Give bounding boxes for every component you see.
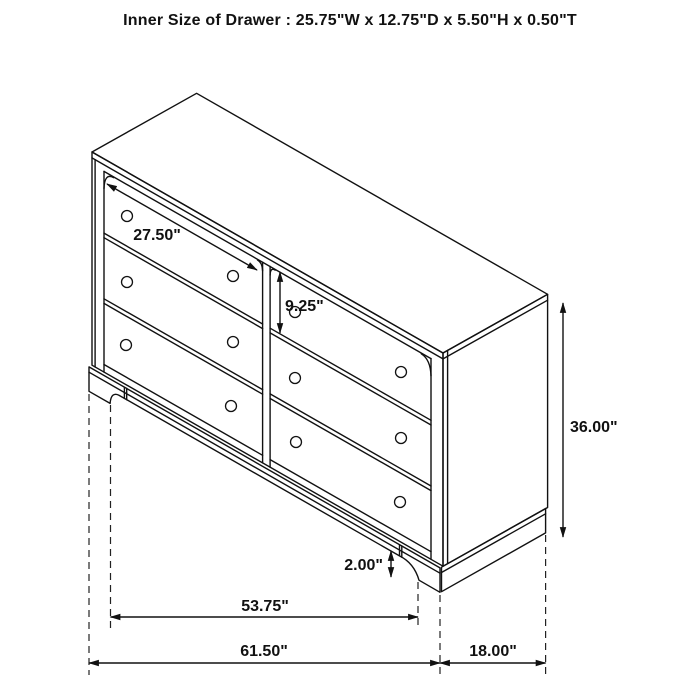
dimension-label-feet-span: 53.75" <box>241 598 289 615</box>
right-side-face <box>443 294 548 566</box>
dimension-feet-span <box>111 598 419 617</box>
plinth-front-moulding <box>89 372 440 573</box>
diagram-title: Inner Size of Drawer : 25.75"W x 12.75"D x 5.50"H x 0.50"T <box>123 12 577 29</box>
knob <box>290 373 301 384</box>
knob <box>396 433 407 444</box>
knob <box>122 211 133 222</box>
top-slab-edge-front <box>92 158 443 359</box>
dimension-label-drawer-width: 27.50" <box>133 227 181 244</box>
plinth-side <box>442 509 546 592</box>
knob <box>121 340 132 351</box>
knob <box>395 497 406 508</box>
extension-lines <box>89 394 546 675</box>
dimension-label-overall-height: 36.00" <box>570 419 618 436</box>
dresser-drawing <box>89 93 548 592</box>
front-face <box>92 152 443 566</box>
knob <box>122 277 133 288</box>
dimension-label-overall-depth: 18.00" <box>469 643 517 660</box>
dimension-label-overall-width: 61.50" <box>240 643 288 660</box>
dimension-arrow <box>107 184 257 270</box>
dimension-label-drawer-height: 9.25" <box>285 298 324 315</box>
dimension-overall-width <box>89 643 440 663</box>
plinth-side-moulding <box>442 514 546 573</box>
dimension-drawer-width <box>107 184 257 270</box>
knob <box>228 337 239 348</box>
dimension-overall-depth <box>440 643 546 663</box>
knob <box>226 401 237 412</box>
top-slab-edge-side <box>443 300 548 359</box>
knob <box>396 367 407 378</box>
dimension-overall-height <box>563 303 618 537</box>
dimension-label-base-height: 2.00" <box>344 557 383 574</box>
divider-bracket-right <box>270 269 275 275</box>
dimension-base-height <box>344 551 391 577</box>
knob <box>291 437 302 448</box>
knob <box>228 271 239 282</box>
